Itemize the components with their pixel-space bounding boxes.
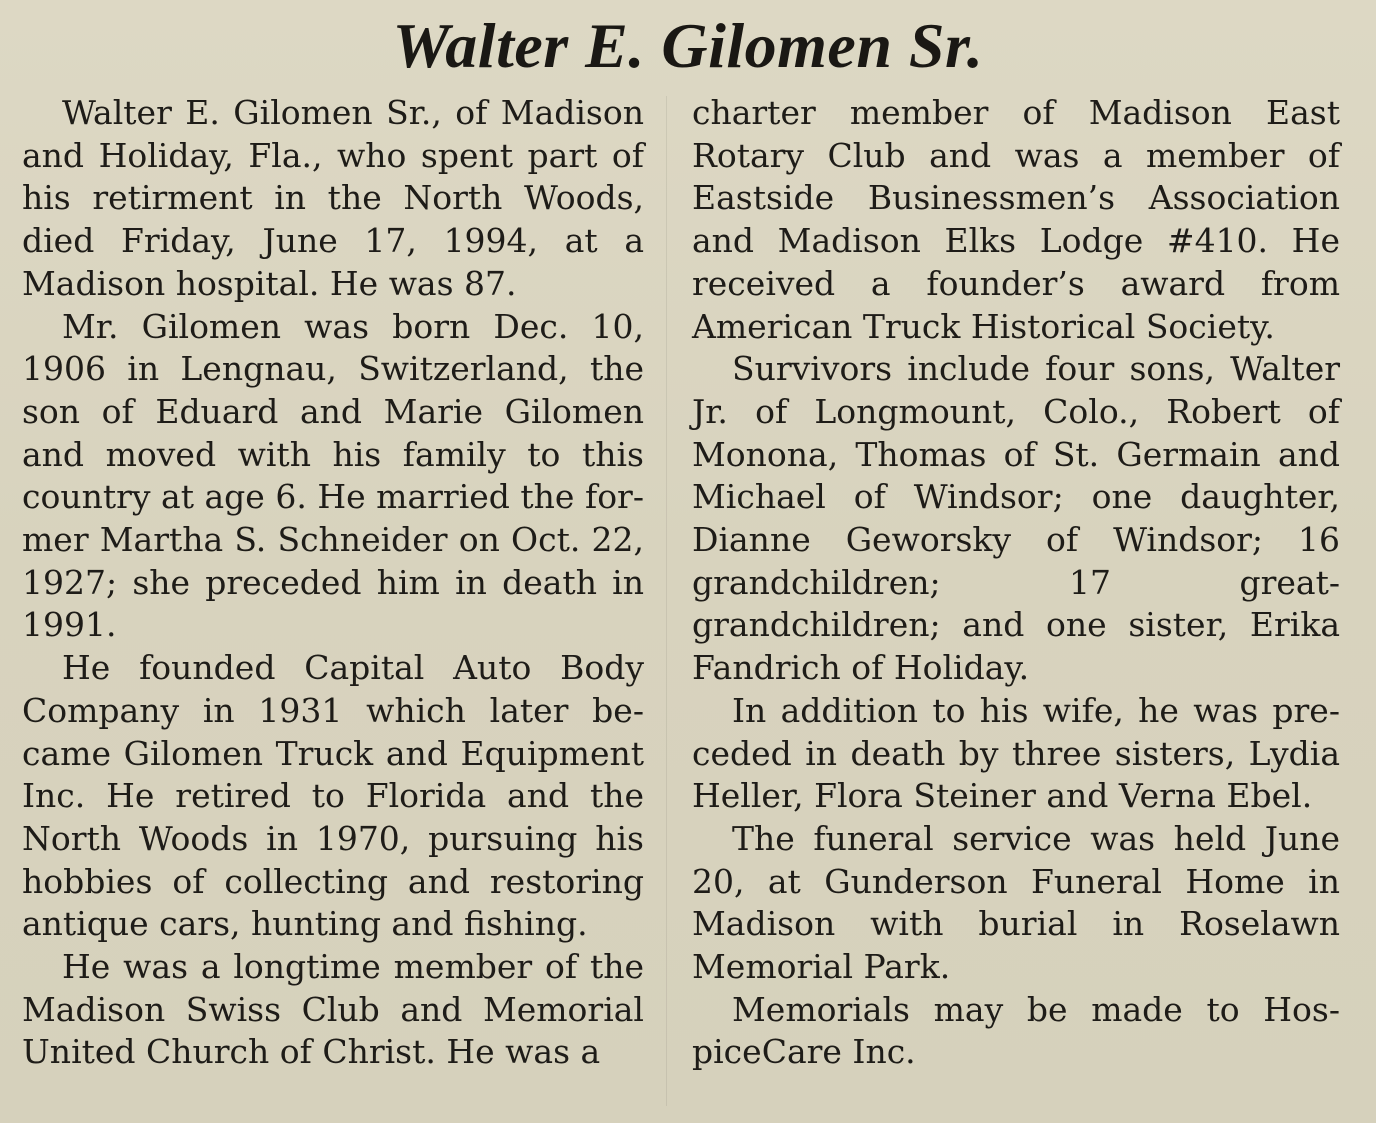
paragraph-survivors: Survivors include four sons, Walter Jr. of Longmount, Colo., Robert of Monona, Thomas of St. Germain and Michael of Windsor; one daughter, Dianne Geworsky of Windsor; 16 grandchildren; 17 great-grandchildren; and one sister, Erika Fandrich of Holiday. <box>692 349 1340 688</box>
column-divider <box>666 96 667 1106</box>
paragraph-career: He founded Capital Auto Body Company in 1931 which later became Gilomen Truck and Equipment Inc. He retired to Florida and the North Woods in 1970, pursuing his hobbies of collecting and restoring antique cars, hunting and fishing. <box>22 648 644 944</box>
paragraph-memberships: He was a longtime member of the Madison Swiss Club and Memorial United Church of Christ. He was a <box>22 947 644 1072</box>
paragraph-preceded-in-death: In addition to his wife, he was preceded in death by three sisters, Lydia Heller, Flora Steiner and Verna Ebel. <box>692 690 1340 816</box>
paragraph-death-notice: Walter E. Gilomen Sr., of Madison and Holiday, Fla., who spent part of his retirment in the North Woods, died Friday, June 17, 1994, at a Madison hospital. He was 87. <box>22 93 644 303</box>
obituary-title: Walter E. Gilomen Sr. <box>392 10 984 81</box>
paragraph-birth-marriage: Mr. Gilomen was born Dec. 10, 1906 in Lengnau, Switzerland, the son of Eduard and Marie Gilomen and moved with his family to this country at age 6. He married the former Martha S. Schneider on Oct. 22, 1927; she preceded him in death in 1991. <box>22 306 644 645</box>
paragraph-memorials: Memorials may be made to HospiceCare Inc. <box>692 989 1340 1072</box>
left-column <box>22 92 644 1074</box>
paragraph-memberships-continued: charter member of Madison East Rotary Club and was a member of Eastside Businessmen’s Association and Madison Elks Lodge #410. He received a founder’s award from American Truck Historical Society. <box>692 93 1340 346</box>
right-column <box>692 92 1340 1074</box>
paragraph-funeral-service: The funeral service was held June 20, at Gunderson Funeral Home in Madison with burial in Roselawn Memorial Park. <box>692 818 1340 987</box>
